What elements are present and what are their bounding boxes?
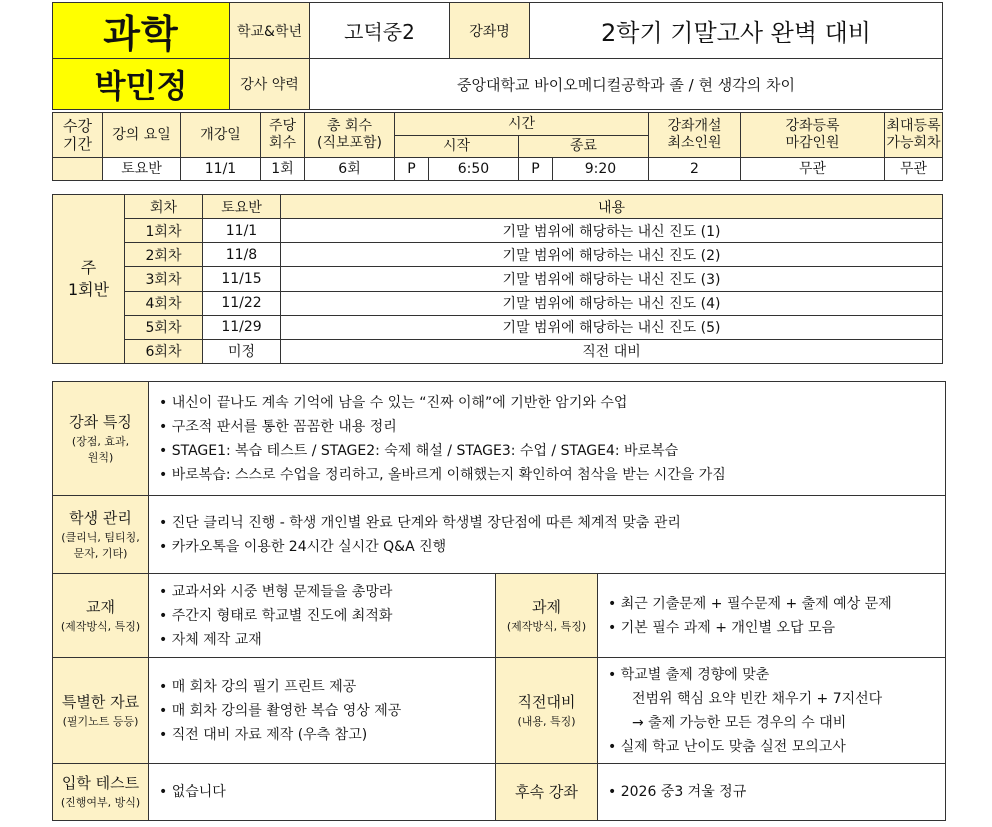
table-row [53, 339, 943, 363]
table-row [53, 267, 943, 291]
session-content: 직전 대비 [281, 339, 943, 363]
list-item: • 바로복습: 스스로 수업을 정리하고, 올바르게 이해했는지 확인하여 첨삭을 받는 시간을 가짐 [159, 463, 935, 487]
followup-content [598, 764, 946, 821]
session-date: 미정 [203, 339, 281, 363]
session-number: 3회차 [125, 267, 203, 291]
final-prep-content [598, 658, 946, 764]
header-time-end: 종료 [519, 136, 649, 158]
value-max: 무관 [885, 158, 943, 181]
value-day: 토요반 [103, 158, 181, 181]
session-date: 11/22 [203, 291, 281, 315]
header-min: 강좌개설 최소인원 [649, 113, 741, 158]
header-weekly: 주당 회수 [261, 113, 305, 158]
features-list [159, 391, 935, 487]
textbook-list [159, 580, 485, 652]
session-date: 11/8 [203, 243, 281, 267]
entrance-test-label-sub: (진행여부, 방식) [60, 796, 141, 810]
management-label [53, 496, 149, 574]
homework-content [598, 574, 946, 658]
list-item: • 매 회차 강의를 촬영한 복습 영상 제공 [159, 699, 485, 723]
header-total: 총 회수 (직보포함) [305, 113, 395, 158]
list-item: • 구조적 판서를 통한 꼼꼼한 내용 정리 [159, 415, 935, 439]
list-item: • 기본 필수 과제 + 개인별 오답 모음 [608, 616, 935, 640]
value-weekly: 1회 [261, 158, 305, 181]
school-grade-label: 학교&학년 [230, 3, 310, 59]
session-number: 5회차 [125, 315, 203, 339]
final-prep-label-title: 직전대비 [517, 692, 576, 711]
final-prep-label-sub: (내용, 특징) [517, 714, 576, 728]
value-start-day: 11/1 [181, 158, 261, 181]
value-deadline: 무관 [741, 158, 885, 181]
weekly-header-session: 회차 [125, 195, 203, 219]
textbook-label [53, 574, 149, 658]
features-label-title: 강좌 특징 [69, 412, 132, 431]
school-grade-value: 고덕중2 [310, 3, 450, 59]
management-label-title: 학생 관리 [69, 508, 132, 527]
special-content [149, 658, 496, 764]
special-label-sub: (필기노트 등등) [62, 714, 139, 728]
textbook-content [149, 574, 496, 658]
session-date: 11/15 [203, 267, 281, 291]
header-day: 강의 요일 [103, 113, 181, 158]
homework-list [608, 592, 935, 640]
period-label-text: 수강 기간 [63, 117, 92, 153]
list-item: • 없습니다 [159, 780, 485, 804]
list-item: • 학교별 출제 경향에 맞춘 [608, 663, 935, 687]
entrance-test-label-title: 입학 테스트 [61, 774, 140, 793]
teacher-name: 박민정 [53, 59, 230, 110]
period-label [53, 113, 103, 158]
value-end-ampm: P [519, 158, 553, 181]
session-number: 4회차 [125, 291, 203, 315]
course-details-table [52, 381, 946, 821]
list-item: • 진단 클리닉 진행 - 학생 개인별 완료 단계와 학생별 장단점에 따른 체계적 맞춤 관리 [159, 511, 935, 535]
table-row [53, 219, 943, 243]
session-content: 기말 범위에 해당하는 내신 진도 (4) [281, 291, 943, 315]
homework-label-sub: (제작방식, 특징) [506, 619, 587, 633]
entrance-test-list [159, 780, 485, 804]
session-content: 기말 범위에 해당하는 내신 진도 (3) [281, 267, 943, 291]
list-item: • 교과서와 시중 변형 문제들을 총망라 [159, 580, 485, 604]
homework-label-title: 과제 [532, 597, 561, 616]
schedule-info-table [52, 112, 943, 181]
value-start-ampm: P [395, 158, 429, 181]
list-item: • 카카오톡을 이용한 24시간 실시간 Q&A 진행 [159, 535, 935, 559]
subject-title: 과학 [53, 3, 230, 59]
special-label-title: 특별한 자료 [61, 692, 140, 711]
header-deadline: 강좌등록 마감인원 [741, 113, 885, 158]
session-date: 11/29 [203, 315, 281, 339]
list-item: • 실제 학교 난이도 맞춤 실전 모의고사 [608, 735, 935, 759]
list-item: • 자체 제작 교재 [159, 628, 485, 652]
list-item: • STAGE1: 복습 테스트 / STAGE2: 숙제 해설 / STAGE3: 수업 / STAGE4: 바로복습 [159, 439, 935, 463]
weekly-schedule-table [52, 194, 943, 364]
value-start-time: 6:50 [429, 158, 519, 181]
session-content: 기말 범위에 해당하는 내신 진도 (1) [281, 219, 943, 243]
session-number: 2회차 [125, 243, 203, 267]
header-start-day: 개강일 [181, 113, 261, 158]
final-prep-label [496, 658, 598, 764]
followup-label [496, 764, 598, 821]
list-item: • 내신이 끝나도 계속 기억에 남을 수 있는 “진짜 이해”에 기반한 암기와 수업 [159, 391, 935, 415]
features-label [53, 382, 149, 496]
textbook-label-title: 교재 [86, 597, 115, 616]
features-label-sub: (장점, 효과, 원칙) [71, 434, 130, 464]
special-label [53, 658, 149, 764]
management-content [149, 496, 946, 574]
list-item: • 2026 중3 겨울 정규 [608, 780, 935, 804]
weekly-header-day: 토요반 [203, 195, 281, 219]
management-label-sub: (클리닉, 팀티칭, 문자, 기타) [61, 530, 140, 560]
course-header [52, 2, 943, 110]
weekly-side-label [53, 195, 125, 364]
course-name-label: 강좌명 [450, 3, 530, 59]
table-row [53, 315, 943, 339]
header-max: 최대등록 가능회차 [885, 113, 943, 158]
followup-label-title: 후속 강좌 [515, 782, 578, 801]
list-item: • 최근 기출문제 + 필수문제 + 출제 예상 문제 [608, 592, 935, 616]
weekly-header-content: 내용 [281, 195, 943, 219]
homework-label [496, 574, 598, 658]
entrance-test-label [53, 764, 149, 821]
list-item-continuation: 전범위 핵심 요약 빈칸 채우기 + 7지선다 [632, 690, 883, 707]
table-row [53, 291, 943, 315]
list-item: • 매 회차 강의 필기 프린트 제공 [159, 675, 485, 699]
special-list [159, 675, 485, 747]
career-label: 강사 약력 [230, 59, 310, 110]
value-end-time: 9:20 [553, 158, 649, 181]
session-date: 11/1 [203, 219, 281, 243]
value-total: 6회 [305, 158, 395, 181]
list-item-continuation: → 출제 가능한 모든 경우의 수 대비 [632, 714, 847, 731]
textbook-label-sub: (제작방식, 특징) [60, 619, 141, 633]
features-content [149, 382, 946, 496]
entrance-test-content [149, 764, 496, 821]
weekly-side-label-text: 주 1회반 [67, 257, 110, 299]
session-content: 기말 범위에 해당하는 내신 진도 (5) [281, 315, 943, 339]
followup-list [608, 780, 935, 804]
final-prep-list [608, 663, 935, 759]
course-name-value: 2학기 기말고사 완벽 대비 [530, 3, 943, 59]
header-time: 시간 [395, 113, 649, 136]
management-list [159, 511, 935, 559]
session-number: 6회차 [125, 339, 203, 363]
career-value: 중앙대학교 바이오메디컬공학과 졸 / 현 생각의 차이 [310, 59, 943, 110]
table-row [53, 243, 943, 267]
period-label-spacer [53, 158, 103, 181]
header-time-start: 시작 [395, 136, 519, 158]
session-content: 기말 범위에 해당하는 내신 진도 (2) [281, 243, 943, 267]
session-number: 1회차 [125, 219, 203, 243]
list-item: • 직전 대비 자료 제작 (우측 참고) [159, 723, 485, 747]
list-item: • 주간지 형태로 학교별 진도에 최적화 [159, 604, 485, 628]
value-min: 2 [649, 158, 741, 181]
